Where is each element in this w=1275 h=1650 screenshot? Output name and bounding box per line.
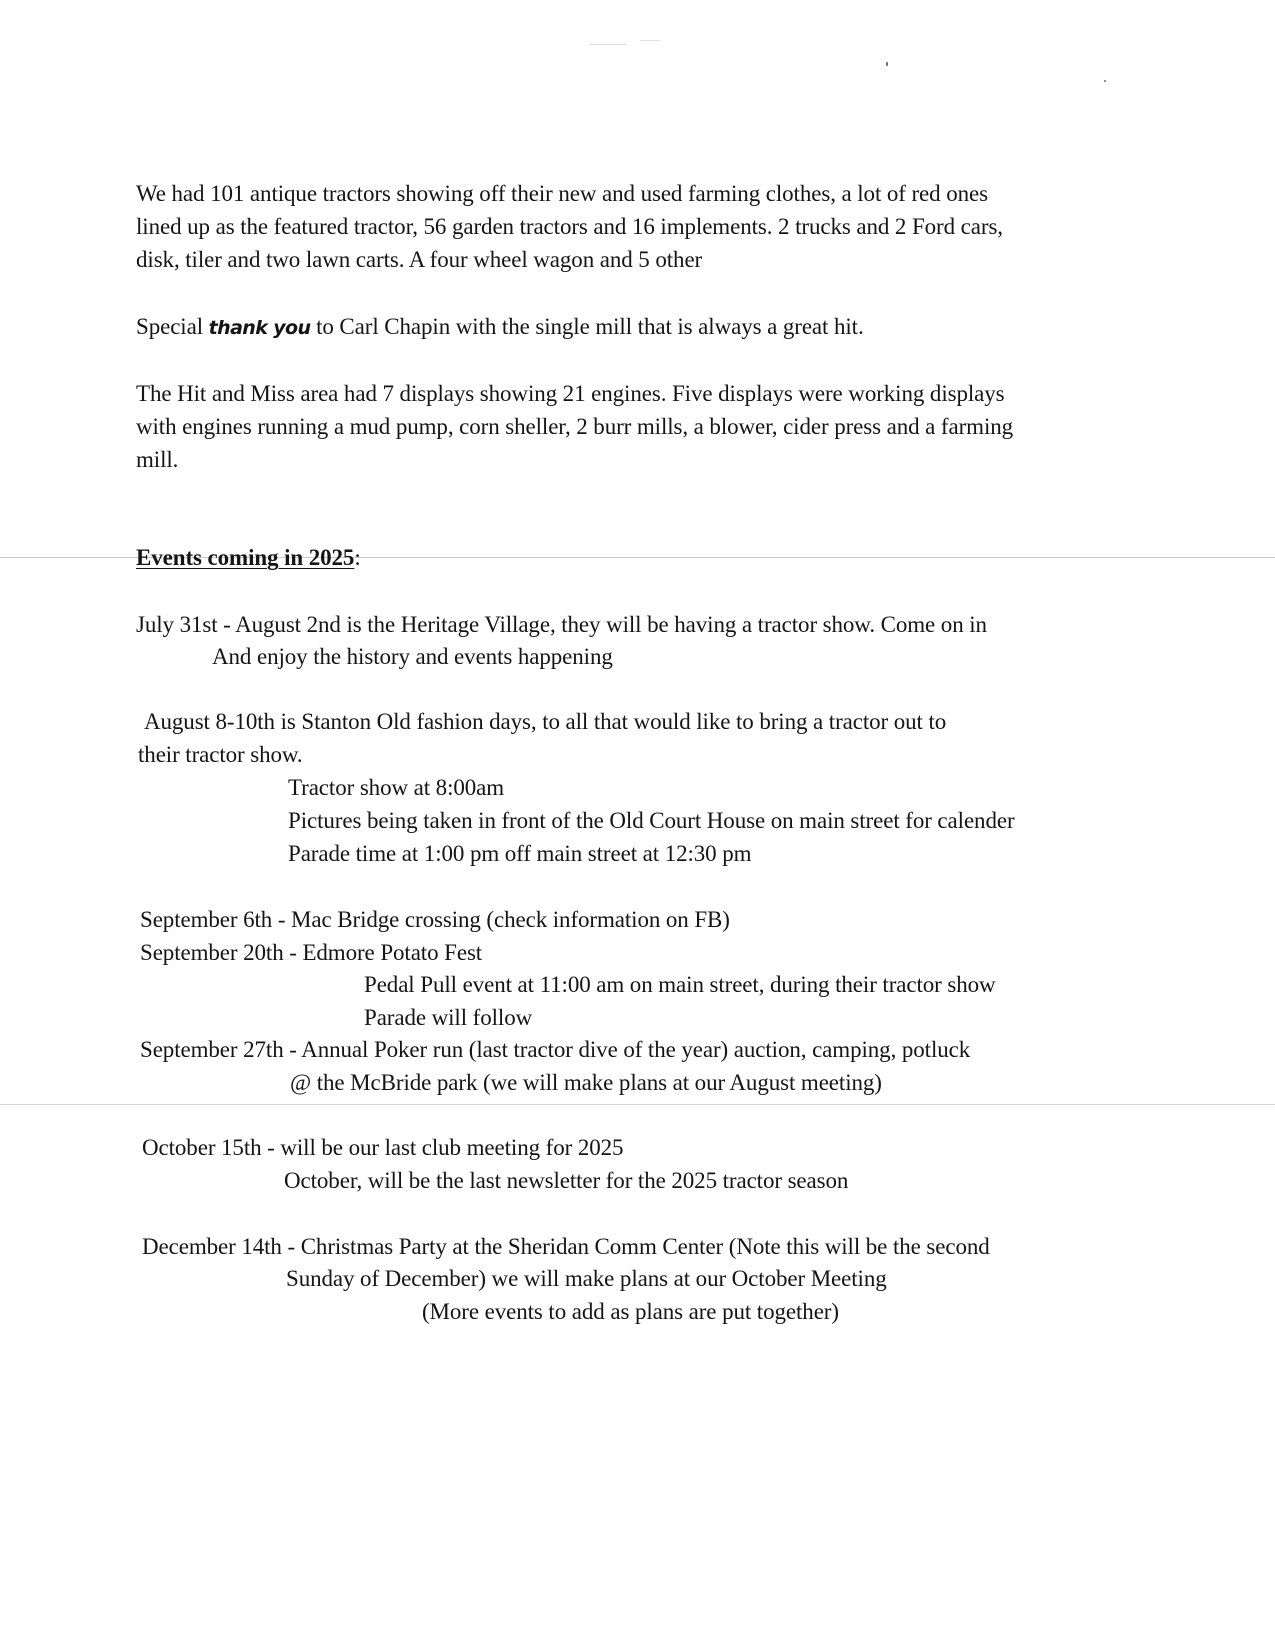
event-detail: @ the McBride park (we will make plans at our August meeting) [290,1070,882,1095]
thank-you-emphasis: thank you [208,317,311,339]
event-detail: Pictures being taken in front of the Old Court House on main street for calender [288,808,1015,833]
event-detail: Pedal Pull event at 11:00 am on main street, during their tractor show [364,972,996,997]
recap-paragraph-thanks [136,312,864,343]
scan-artifact-top [590,44,626,45]
scan-artifact-top-2 [640,40,660,41]
event-detail: Parade will follow [364,1005,533,1030]
event-detail: Sunday of December) we will make plans at our October Meeting [286,1266,887,1291]
event-line: September 6th - Mac Bridge crossing (check information on FB) [140,907,730,932]
recap-line: lined up as the featured tractor, 56 garden tractors and 16 implements. 2 trucks and 2 Ford cars, [136,214,1003,239]
event-line: September 27th - Annual Poker run (last tractor dive of the year) auction, camping, potluck [140,1037,971,1062]
thanks-suffix: to Carl Chapin with the single mill that is always a great hit. [310,314,864,339]
event-line: And enjoy the history and events happening [212,644,613,669]
recap-line: disk, tiler and two lawn carts. A four wheel wagon and 5 other [136,247,703,272]
scan-speck [886,62,888,66]
event-line: October 15th - will be our last club meeting for 2025 [142,1135,624,1160]
event-detail: Tractor show at 8:00am [288,775,505,800]
events-heading-colon: : [354,545,361,570]
event-line: December 14th - Christmas Party at the Sheridan Comm Center (Note this will be the second [142,1234,990,1259]
event-detail: October, will be the last newsletter for the 2025 tractor season [284,1168,849,1193]
event-line: September 20th - Edmore Potato Fest [140,940,483,965]
event-detail: Parade time at 1:00 pm off main street at 12:30 pm [288,841,752,866]
recap-line: The Hit and Miss area had 7 displays showing 21 engines. Five displays were working displays [136,381,1005,406]
events-footnote: (More events to add as plans are put together) [422,1299,839,1324]
event-line: July 31st - August 2nd is the Heritage Village, they will be having a tractor show. Come on in [136,612,987,637]
scan-artifact-rule-2 [0,1104,1275,1105]
event-line: their tractor show. [138,742,303,767]
scan-speck [1104,80,1106,82]
thanks-prefix: Special [136,314,209,339]
recap-line: We had 101 antique tractors showing off their new and used farming clothes, a lot of red ones [136,181,988,206]
events-heading-text: Events coming in 2025 [136,545,355,570]
event-line: August 8-10th is Stanton Old fashion days, to all that would like to bring a tractor out to [144,709,947,734]
recap-line: with engines running a mud pump, corn sheller, 2 burr mills, a blower, cider press and a farming [136,414,1014,439]
events-heading [136,543,361,573]
recap-line: mill. [136,447,179,472]
